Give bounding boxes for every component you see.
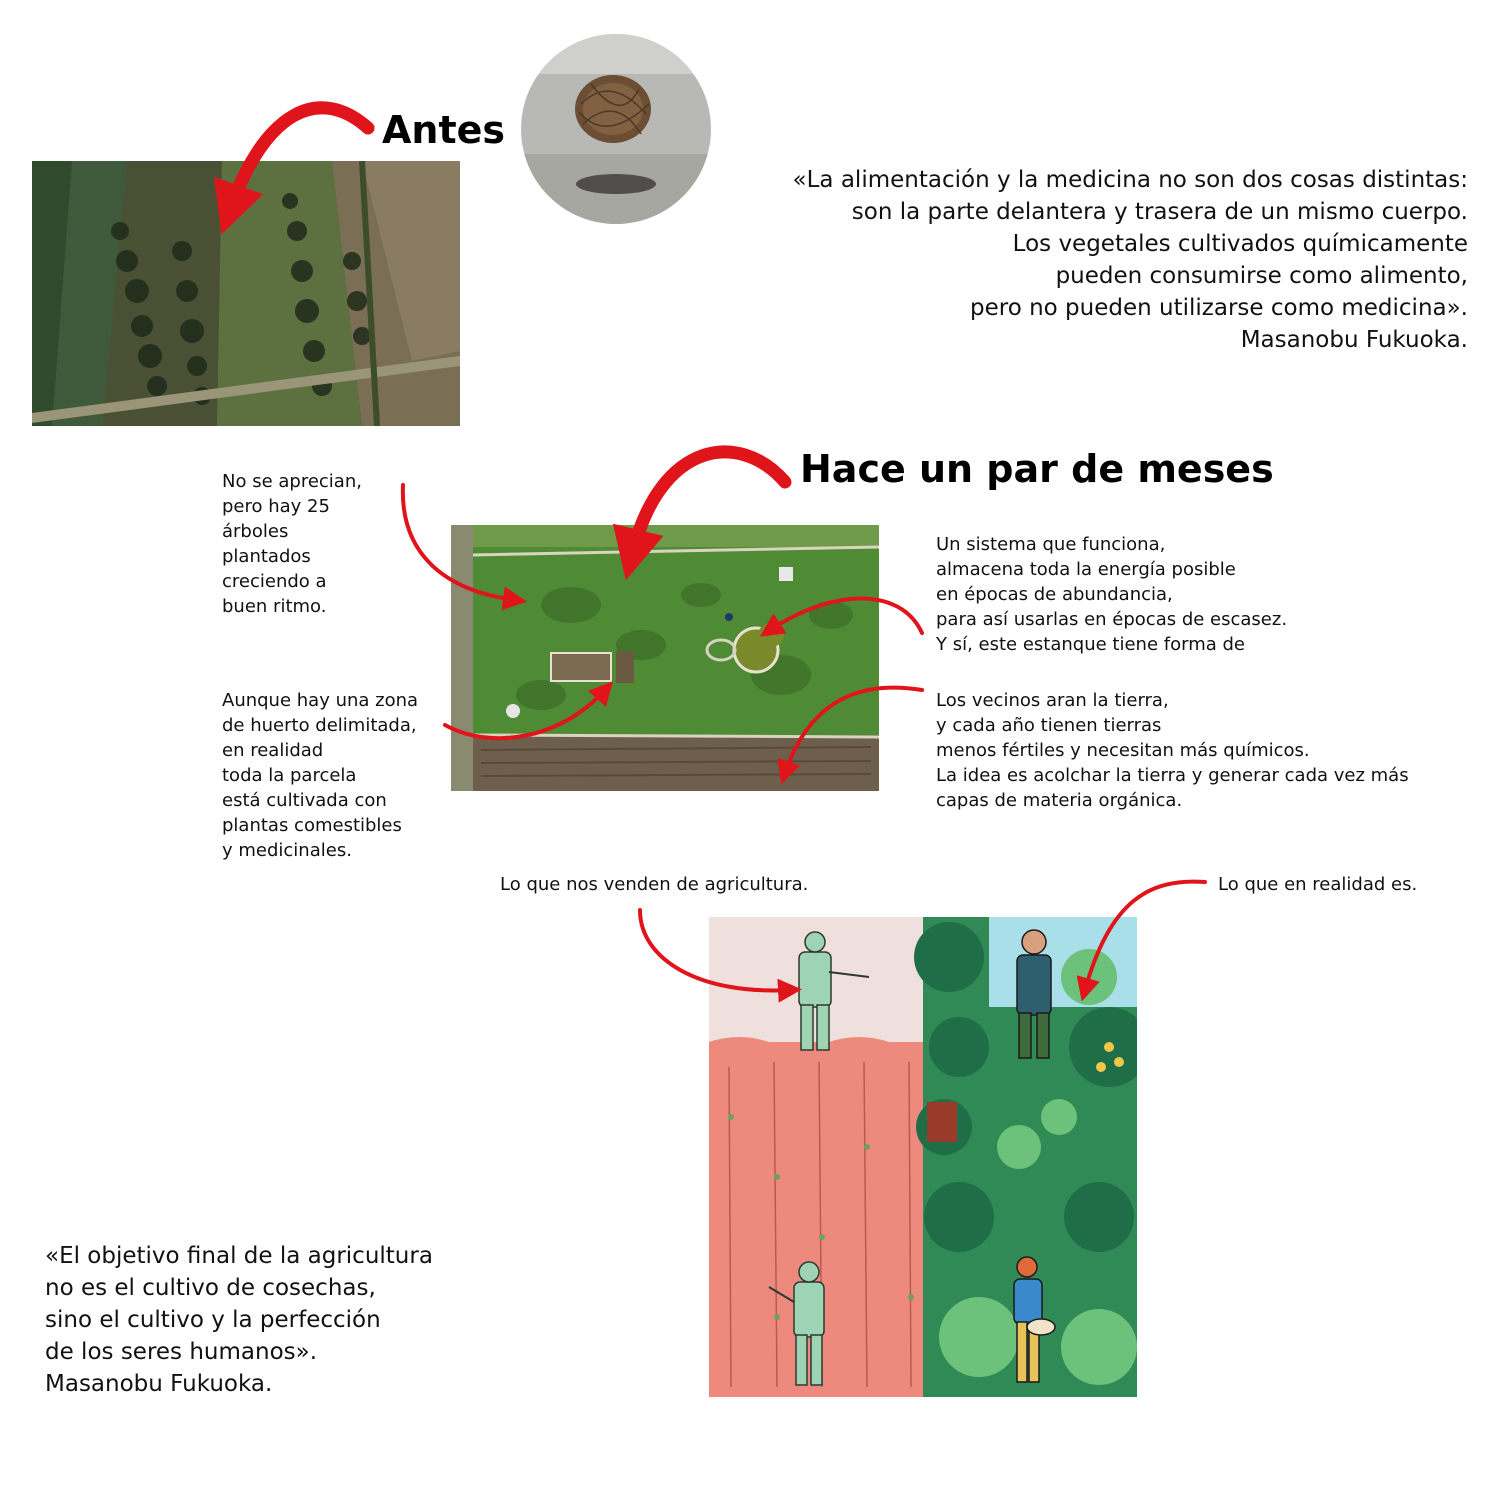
note-line: Los vecinos aran la tierra, [936, 690, 1169, 711]
note-line: toda la parcela [222, 765, 357, 786]
note-line: Aunque hay una zona [222, 690, 419, 711]
note-line: y cada año tienen tierras [936, 715, 1162, 736]
note-line: de huerto delimitada, [222, 715, 417, 736]
note-line: buen ritmo. [222, 596, 327, 617]
note-line: árboles [222, 521, 289, 542]
quote-line: Masanobu Fukuoka. [1240, 327, 1468, 353]
note-line: Y sí, este estanque tiene forma de [936, 634, 1245, 655]
quote-line: no es el cultivo de cosechas, [45, 1275, 376, 1301]
note-line: y medicinales. [222, 840, 352, 861]
note-line: La idea es acolchar la tierra y generar cada vez más [936, 765, 1409, 786]
arrow-antes [230, 108, 368, 210]
quote-line: Los vegetales cultivados químicamente [1012, 231, 1468, 257]
arrow-neighbors [785, 688, 922, 773]
note-line: está cultivada con [222, 790, 387, 811]
arrow-sold [640, 910, 790, 990]
caption-sold-agriculture: Lo que nos venden de agricultura. [500, 874, 809, 895]
note-line: pero hay 25 [222, 496, 330, 517]
note-line: plantados [222, 546, 311, 567]
heading-antes: Antes [382, 108, 506, 152]
note-line: para así usarlas en épocas de escasez. [936, 609, 1288, 630]
quote-line: pueden consumirse como alimento, [1055, 263, 1468, 289]
quote-line: de los seres humanos». [45, 1339, 318, 1365]
quote-line: «El objetivo final de la agricultura [45, 1243, 433, 1269]
note-line: menos fértiles y necesitan más químicos. [936, 740, 1310, 761]
note-line: creciendo a [222, 571, 327, 592]
quote-line: «La alimentación y la medicina no son dos cosas distintas: [792, 167, 1468, 193]
note-line: Un sistema que funciona, [936, 534, 1166, 555]
caption-real-agriculture: Lo que en realidad es. [1218, 874, 1418, 895]
heading-hace-un-par-de-meses: Hace un par de meses [800, 447, 1274, 491]
arrow-pond [770, 598, 922, 633]
arrow-real [1085, 882, 1205, 990]
quote-line: sino el cultivo y la perfección [45, 1307, 381, 1333]
note-line: en realidad [222, 740, 324, 761]
note-line: No se aprecian, [222, 471, 362, 492]
quote-line: Masanobu Fukuoka. [45, 1371, 273, 1397]
note-line: plantas comestibles [222, 815, 402, 836]
arrow-hace-un-par [632, 452, 785, 555]
note-line: en épocas de abundancia, [936, 584, 1173, 605]
arrow-garden [445, 690, 605, 738]
note-line: capas de materia orgánica. [936, 790, 1183, 811]
quote-line: pero no pueden utilizarse como medicina». [970, 295, 1468, 321]
quote-line: son la parte delantera y trasera de un mismo cuerpo. [851, 199, 1468, 225]
arrow-trees [403, 485, 515, 600]
note-line: almacena toda la energía posible [936, 559, 1236, 580]
